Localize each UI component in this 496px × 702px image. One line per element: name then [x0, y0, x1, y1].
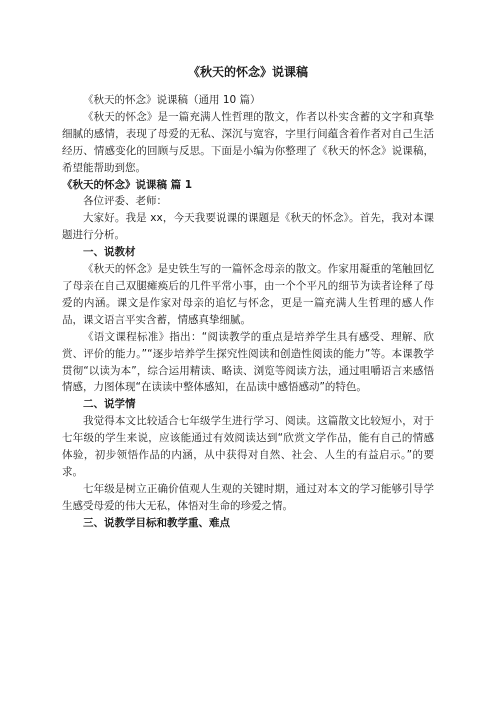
greeting-line: 各位评委、老师：: [83, 195, 167, 208]
textbook-paragraph-1: 《秋天的怀念》是史铁生写的一篇怀念母亲的散文。作家用凝重的笔触回忆了母亲在自己双腿瘫痪后的几件平常小事，由一个个平凡的细节为读者诠释了母爱的内涵。课文是作家对母亲的追忆与怀念，更是一篇充满人生哲理的感人作品，课文语言平实含蓄，情感真挚细腻。: [62, 263, 434, 326]
page-title: 《秋天的怀念》说课稿: [187, 65, 308, 79]
section-heading-objectives: 三、说教学目标和教学重、难点: [83, 516, 230, 529]
piece-heading: 《秋天的怀念》说课稿 篇 1: [62, 178, 193, 191]
opening-paragraph: 大家好。我是 xx，今天我要说课的课题是《秋天的怀念》。首先，我对本课题进行分析。: [62, 212, 434, 242]
section-heading-textbook: 一、说教材: [83, 246, 136, 259]
students-paragraph-1: 我觉得本文比较适合七年级学生进行学习、阅读。这篇散文比较短小，对于七年级的学生来说，应该能通过有效阅读达到“欣赏文学作品，能有自己的情感体验，初步领悟作品的内涵，从中获得对自然、社会、人生的有益启示。”的要求。: [62, 415, 434, 478]
textbook-paragraph-2: 《语文课程标准》指出：“阅读教学的重点是培养学生具有感受、理解、欣赏、评价的能力。”“逐步培养学生探究性阅读和创造性阅读的能力”等。本课教学贯彻“以读为本”，综合运用精读、略读、浏览等阅读方法，通过咀嚼语言来感悟情感，力图体现“在读读中整体感知，在品读中感悟感动”的特色。: [62, 330, 434, 394]
section-heading-students: 二、说学情: [83, 398, 136, 411]
intro-paragraph: 《秋天的怀念》是一篇充满人性哲理的散文，作者以朴实含蓄的文字和真挚细腻的感情，表现了母爱的无私、深沉与宽容，字里行间蕴含着作者对自己生活经历、情感变化的回顾与反思。下面是小编为你整理了《秋天的怀念》说课稿，希望能帮助到您。: [62, 110, 434, 174]
students-paragraph-2: 七年级是树立正确价值观人生观的关键时期，通过对本文的学习能够引导学生感受母爱的伟大无私，体悟对生命的珍爱之情。: [62, 482, 434, 512]
subtitle-line: 《秋天的怀念》说课稿（通用 10 篇）: [83, 94, 261, 106]
